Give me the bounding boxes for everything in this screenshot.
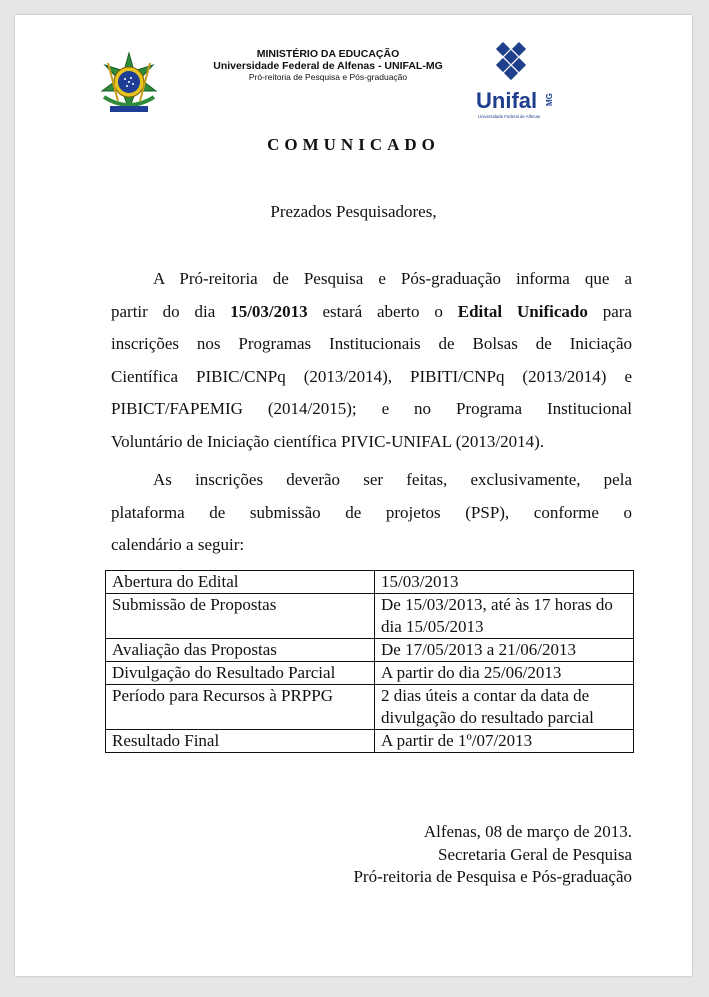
table-row: [106, 730, 634, 753]
paragraph-line: calendário a seguir:: [111, 535, 245, 554]
document-title: COMUNICADO: [267, 135, 440, 154]
event-cell: Avaliação das Propostas: [106, 639, 375, 662]
paragraph-line: Voluntário de Iniciação científica PIVIC-UNIFAL (2013/2014).: [111, 431, 545, 451]
paragraph-line: inscrições nos Programas Institucionais de Bolsas de Iniciação: [111, 334, 632, 353]
unifal-mark-icon: [496, 42, 526, 80]
event-cell: Submissão de Propostas: [106, 594, 375, 639]
paragraph-line: plataforma de submissão de projetos (PSP), conforme o: [111, 502, 632, 522]
date-cell: 2 dias úteis a contar da data de divulgação do resultado parcial: [375, 685, 634, 730]
university-name: Universidade Federal de Alfenas - UNIFAL-MG: [213, 60, 443, 72]
text-fragment: partir do dia: [111, 301, 231, 321]
paragraph-instructions: [111, 464, 632, 562]
date-cell: 15/03/2013: [375, 571, 634, 594]
salutation: Prezados Pesquisadores,: [270, 202, 437, 221]
table-row: [106, 662, 634, 685]
unifal-logo: [474, 42, 558, 126]
event-cell: Abertura do Edital: [106, 571, 375, 594]
signature-department: Pró-reitoria de Pesquisa e Pós-graduação: [353, 867, 632, 886]
office-name: Pró-reitoria de Pesquisa e Pós-graduação: [248, 72, 408, 82]
date-cell: De 17/05/2013 a 21/06/2013: [375, 639, 634, 662]
letterhead: [15, 15, 692, 125]
edital-name: Edital Unificado: [457, 301, 588, 321]
date-cell: De 15/03/2013, até às 17 horas do dia 15/05/2013: [375, 594, 634, 639]
logo-superscript: MG: [545, 93, 554, 106]
table-row: [106, 685, 634, 730]
paragraph-line: PIBICT/FAPEMIG (2014/2015); e no Programa Institucional: [111, 399, 632, 418]
paragraph-line: As inscrições deverão ser feitas, exclusivamente, pela: [153, 470, 632, 489]
event-cell: Divulgação do Resultado Parcial: [106, 662, 375, 685]
signature-office: Secretaria Geral de Pesquisa: [438, 844, 632, 864]
table-row: [106, 594, 634, 639]
date-cell: A partir de 1º/07/2013: [375, 730, 634, 753]
calendar-table: [105, 570, 634, 753]
paragraph-line: Científica PIBIC/CNPq (2013/2014), PIBITI/CNPq (2013/2014) e: [111, 366, 632, 386]
table-row: [106, 571, 634, 594]
brazil-coat-of-arms-icon: [98, 51, 160, 117]
paragraph-line: A Pró-reitoria de Pesquisa e Pós-graduação informa que a: [153, 269, 632, 288]
logo-text: Unifal: [476, 88, 538, 113]
paragraph-announcement: [111, 263, 632, 458]
paragraph-line: [111, 296, 632, 329]
institution-block: [165, 48, 491, 83]
document-page: [15, 15, 692, 976]
opening-date: 15/03/2013: [230, 301, 308, 321]
ministry-name: MINISTÉRIO DA EDUCAÇÃO: [256, 48, 400, 60]
text-fragment: estará aberto o: [307, 301, 458, 321]
table-row: [106, 639, 634, 662]
logo-caption: Universidade Federal de Alfenas: [478, 114, 541, 119]
date-cell: A partir do dia 25/06/2013: [375, 662, 634, 685]
place-date: Alfenas, 08 de março de 2013.: [423, 822, 632, 841]
event-cell: Período para Recursos à PRPPG: [106, 685, 375, 730]
signature-block: [215, 821, 632, 889]
text-fragment: para: [587, 301, 632, 321]
event-cell: Resultado Final: [106, 730, 375, 753]
